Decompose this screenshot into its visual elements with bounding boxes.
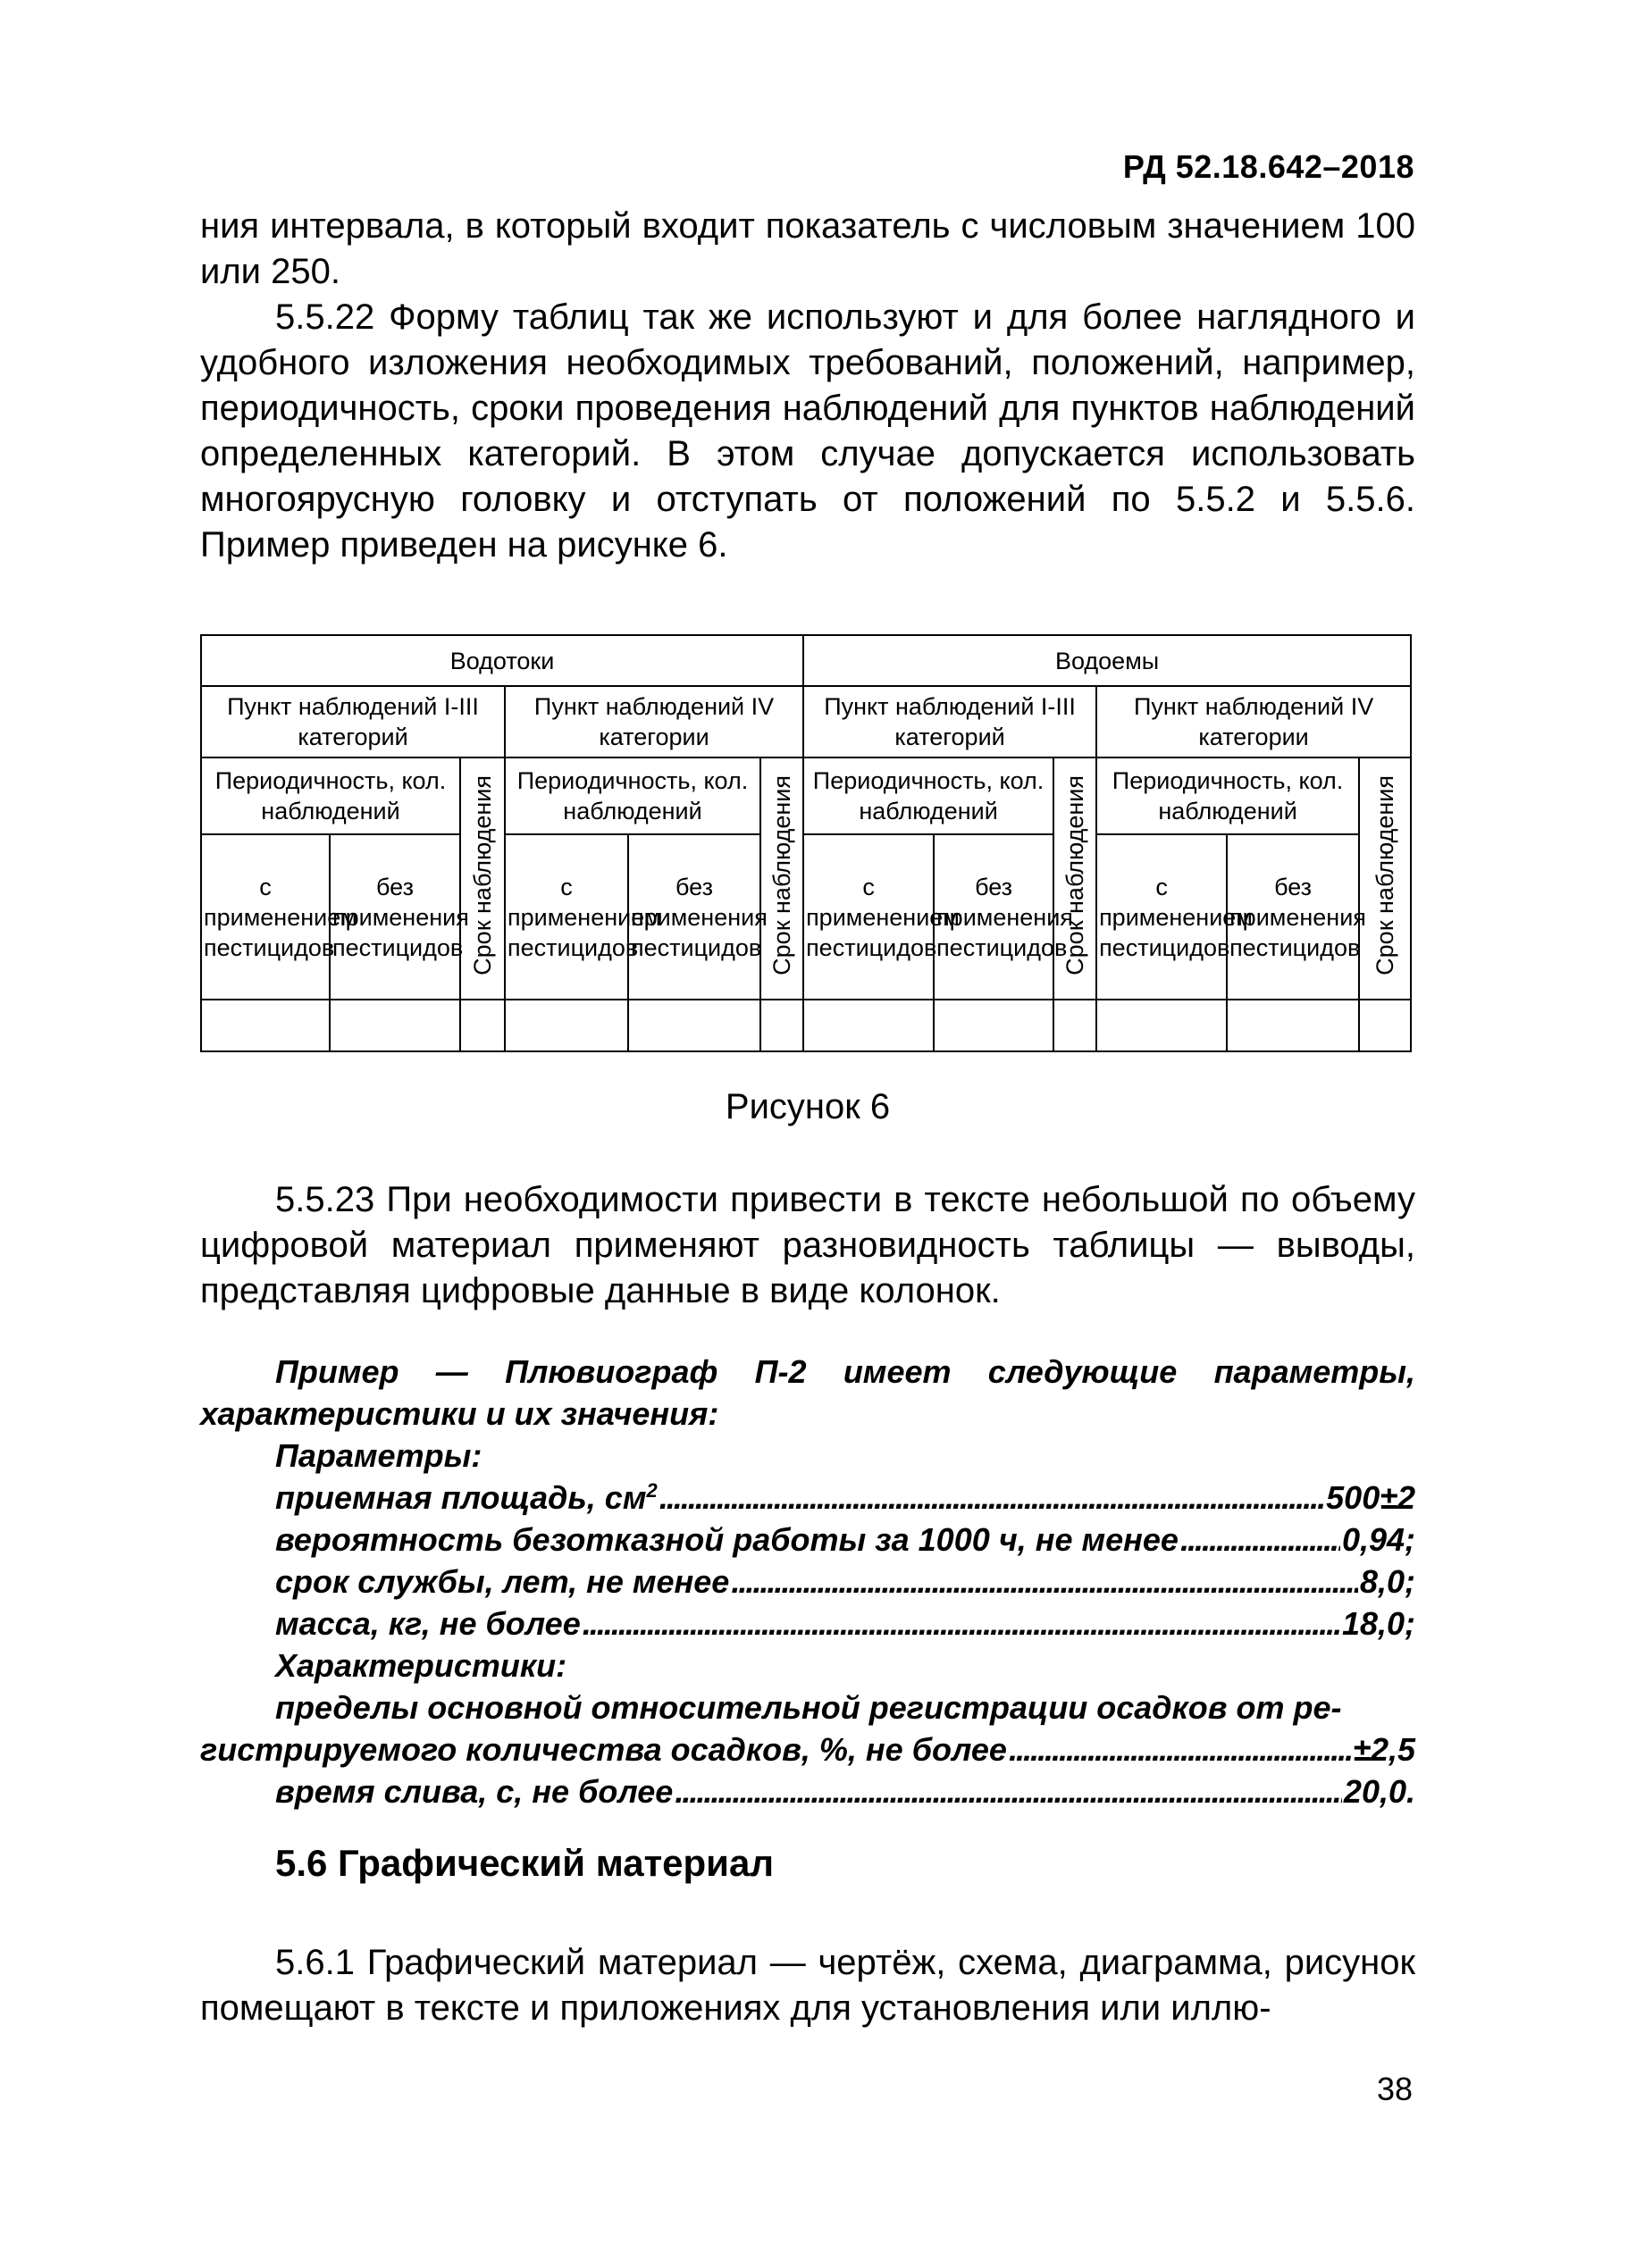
intro-text xyxy=(200,204,1415,568)
param-label: приемная площадь, см xyxy=(275,1479,647,1516)
header-periodicity: Периодичность, кол. наблюдений xyxy=(1096,757,1359,834)
char-value: 20,0. xyxy=(1343,1773,1415,1810)
header-without-pesticides: без применения пестицидов xyxy=(934,834,1053,1000)
leader-dots xyxy=(583,1603,1340,1645)
param-line xyxy=(200,1519,1415,1561)
leader-dots xyxy=(659,1477,1324,1519)
paragraph-5-6-1: 5.6.1 Графический материал — чертёж, схема, диаграмма, рисунок помещают в тексте и приложениях для установления или иллю- xyxy=(200,1943,1415,2028)
header-periodicity: Периодичность, кол. наблюдений xyxy=(201,757,460,834)
param-value: 0,94; xyxy=(1341,1521,1415,1558)
params-label: Параметры: xyxy=(275,1437,482,1474)
paragraph-5-5-23: 5.5.23 При необходимости привести в тексте небольшой по объему цифровой материал применяют разновидность таблицы — выводы, представляя цифровые данные в виде колонок. xyxy=(200,1180,1415,1310)
paragraph-continuation: ния интервала, в который входит показатель с числовым значением 100 или 250. xyxy=(200,206,1415,291)
header-without-pesticides: без применения пестицидов xyxy=(1227,834,1359,1000)
header-with-pesticides: с применением пестицидов xyxy=(1096,834,1227,1000)
header-observation-term: Срок наблюдения xyxy=(760,757,803,1000)
header-reservoirs: Водоемы xyxy=(803,635,1411,686)
char-1-line-1: пределы основной относительной регистрации осадков от ре- xyxy=(275,1689,1342,1726)
param-label: масса, кг, не более xyxy=(275,1605,581,1642)
table-empty-row xyxy=(201,1000,1411,1051)
table-cell xyxy=(760,1000,803,1051)
header-point-cat-1-3: Пункт наблюдений I-III категорий xyxy=(803,686,1096,757)
leader-dots xyxy=(731,1561,1358,1603)
section-title: 5.6 Графический материал xyxy=(275,1842,775,1884)
table-cell xyxy=(803,1000,934,1051)
header-without-pesticides: без применения пестицидов xyxy=(330,834,460,1000)
page-number: 38 xyxy=(1376,2071,1413,2107)
paragraph-5-6-1-block xyxy=(200,1940,1415,2031)
param-label: вероятность безотказной работы за 1000 ч, не менее xyxy=(275,1521,1179,1558)
char-value: ±2,5 xyxy=(1353,1731,1415,1768)
header-observation-term: Срок наблюдения xyxy=(460,757,505,1000)
table-cell xyxy=(1053,1000,1096,1051)
figure-6-table xyxy=(200,634,1412,1052)
param-value: 8,0; xyxy=(1359,1563,1415,1600)
header-with-pesticides: с применением пестицидов xyxy=(201,834,330,1000)
chars-label: Характеристики: xyxy=(275,1647,567,1684)
header-without-pesticides: без применения пестицидов xyxy=(628,834,760,1000)
table-cell xyxy=(330,1000,460,1051)
param-value: 18,0; xyxy=(1341,1605,1415,1642)
figure-caption: Рисунок 6 xyxy=(725,1087,891,1126)
header-periodicity: Периодичность, кол. наблюдений xyxy=(505,757,760,834)
example-intro: Пример — Плювиограф П-2 имеет следующие параметры, характеристики и их значения: xyxy=(200,1353,1415,1432)
header-with-pesticides: с применением пестицидов xyxy=(803,834,934,1000)
leader-dots xyxy=(1009,1728,1351,1770)
table-cell xyxy=(1096,1000,1227,1051)
leader-dots xyxy=(1180,1519,1340,1561)
leader-dots xyxy=(675,1770,1342,1812)
example-block xyxy=(200,1351,1415,1812)
table-cell xyxy=(934,1000,1053,1051)
char-line xyxy=(200,1770,1415,1812)
char-label: гистрируемого количества осадков, %, не более xyxy=(200,1731,1007,1768)
header-point-cat-4: Пункт наблюдений IV категории xyxy=(505,686,803,757)
char-line xyxy=(200,1728,1415,1770)
table-cell xyxy=(1359,1000,1411,1051)
table-cell xyxy=(460,1000,505,1051)
table-cell xyxy=(628,1000,760,1051)
param-line xyxy=(200,1477,1415,1519)
param-line xyxy=(200,1603,1415,1645)
header-observation-term: Срок наблюдения xyxy=(1359,757,1411,1000)
header-periodicity: Периодичность, кол. наблюдений xyxy=(803,757,1053,834)
char-label: время слива, с, не более xyxy=(275,1773,674,1810)
table-cell xyxy=(201,1000,330,1051)
header-observation-term: Срок наблюдения xyxy=(1053,757,1096,1000)
header-point-cat-1-3: Пункт наблюдений I-III категорий xyxy=(201,686,505,757)
param-value: 500±2 xyxy=(1326,1479,1415,1516)
header-with-pesticides: с применением пестицидов xyxy=(505,834,628,1000)
document-code: РД 52.18.642–2018 xyxy=(1122,148,1414,185)
header-point-cat-4: Пункт наблюдений IV категории xyxy=(1096,686,1411,757)
param-label: срок службы, лет, не менее xyxy=(275,1563,730,1600)
param-line xyxy=(200,1561,1415,1603)
header-watercourses: Водотоки xyxy=(201,635,803,686)
table-cell xyxy=(505,1000,628,1051)
table-cell xyxy=(1227,1000,1359,1051)
param-sup: 2 xyxy=(646,1479,658,1502)
paragraph-5-5-23-block xyxy=(200,1177,1415,1314)
paragraph-5-5-22: 5.5.22 Форму таблиц так же используют и для более наглядного и удобного изложения необходимых требований, положений, например, периодичность, сроки проведения наблюдений для пунктов наблюдений определенных категорий. В этом случае допускается использовать многоярусную головку и отступать от положений по 5.5.2 и 5.5.6. Пример приведен на рисунке 6. xyxy=(200,297,1415,565)
